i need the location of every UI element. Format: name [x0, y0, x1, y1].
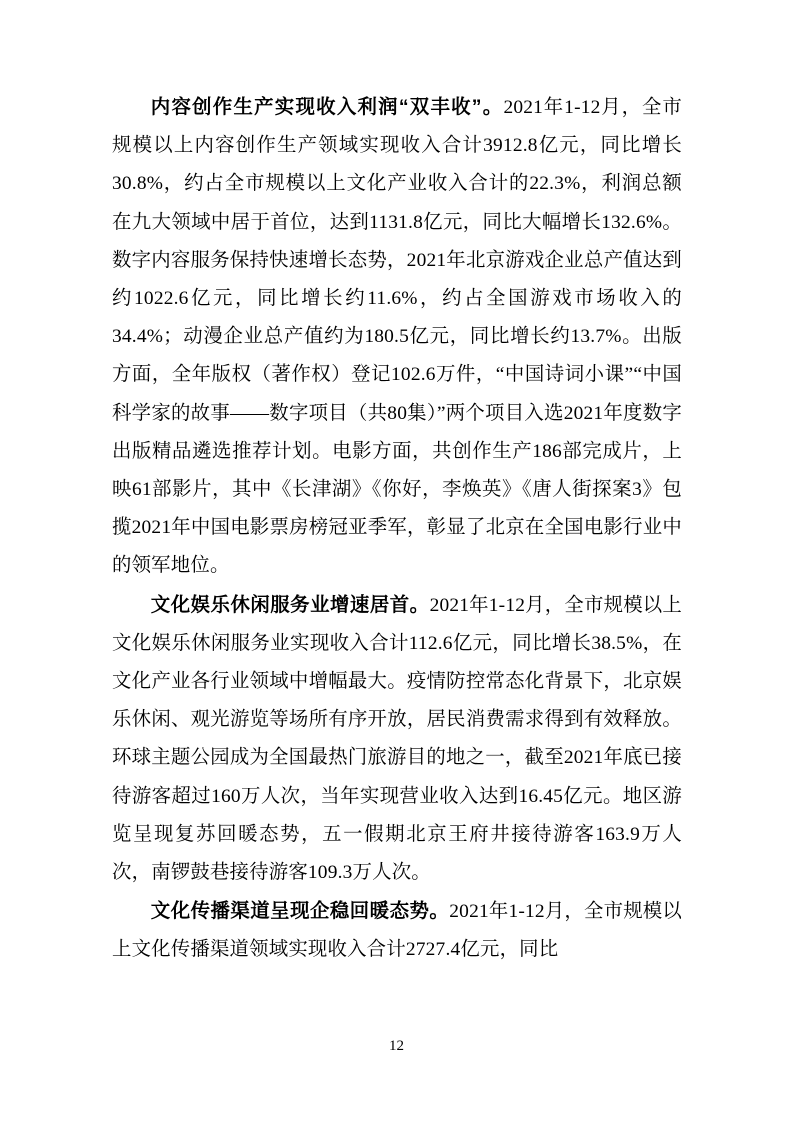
page-number: 12	[389, 1038, 404, 1054]
paragraph-text-content-creation: 2021年1-12月，全市规模以上内容创作生产领域实现收入合计3912.8亿元，同比增长30.8%，约占全市规模以上文化产业收入合计的22.3%，利润总额在九大领域中居于首位，达到1131.8亿元，同比大幅增长132.6%。数字内容服务保持快速增长态势，2021年北京游戏企业总产值达到约1022.6亿元，同比增长约11.6%，约占全国游戏市场收入的34.4%；动漫企业总产值约为180.5亿元，同比增长约13.7%。出版方面，全年版权（著作权）登记102.6万件，“中国诗词小课”“中国科学家的故事——数字项目（共80集）”两个项目入选2021年度数字出版精品遴选推荐计划。电影方面，共创作生产186部完成片，上映61部影片，其中《长津湖》《你好，李焕英》《唐人街探案3》包揽2021年中国电影票房榜冠亚季军，彰显了北京在全国电影行业中的领军地位。	[112, 97, 682, 577]
document-body	[112, 88, 682, 970]
paragraph-lead-culture-channel: 文化传播渠道呈现企稳回暖态势。	[150, 900, 450, 923]
paragraph-content-creation	[112, 88, 682, 586]
paragraph-entertainment-leisure	[112, 586, 682, 893]
paragraph-culture-channel	[112, 892, 682, 969]
paragraph-text-entertainment-leisure: 2021年1-12月，全市规模以上文化娱乐休闲服务业实现收入合计112.6亿元，同比增长38.5%，在文化产业各行业领域中增幅最大。疫情防控常态化背景下，北京娱乐休闲、观光游览等场所有序开放，居民消费需求得到有效释放。环球主题公园成为全国最热门旅游目的地之一，截至2021年底已接待游客超过160万人次，当年实现营业收入达到16.45亿元。地区游览呈现复苏回暖态势，五一假期北京王府井接待游客163.9万人次，南锣鼓巷接待游客109.3万人次。	[112, 594, 683, 884]
paragraph-lead-entertainment-leisure: 文化娱乐休闲服务业增速居首。	[150, 593, 430, 616]
paragraph-text-culture-channel: 2021年1-12月，全市规模以上文化传播渠道领域实现收入合计2727.4亿元，同比	[112, 901, 683, 961]
paragraph-lead-content-creation: 内容创作生产实现收入利润“双丰收”。	[150, 96, 504, 118]
